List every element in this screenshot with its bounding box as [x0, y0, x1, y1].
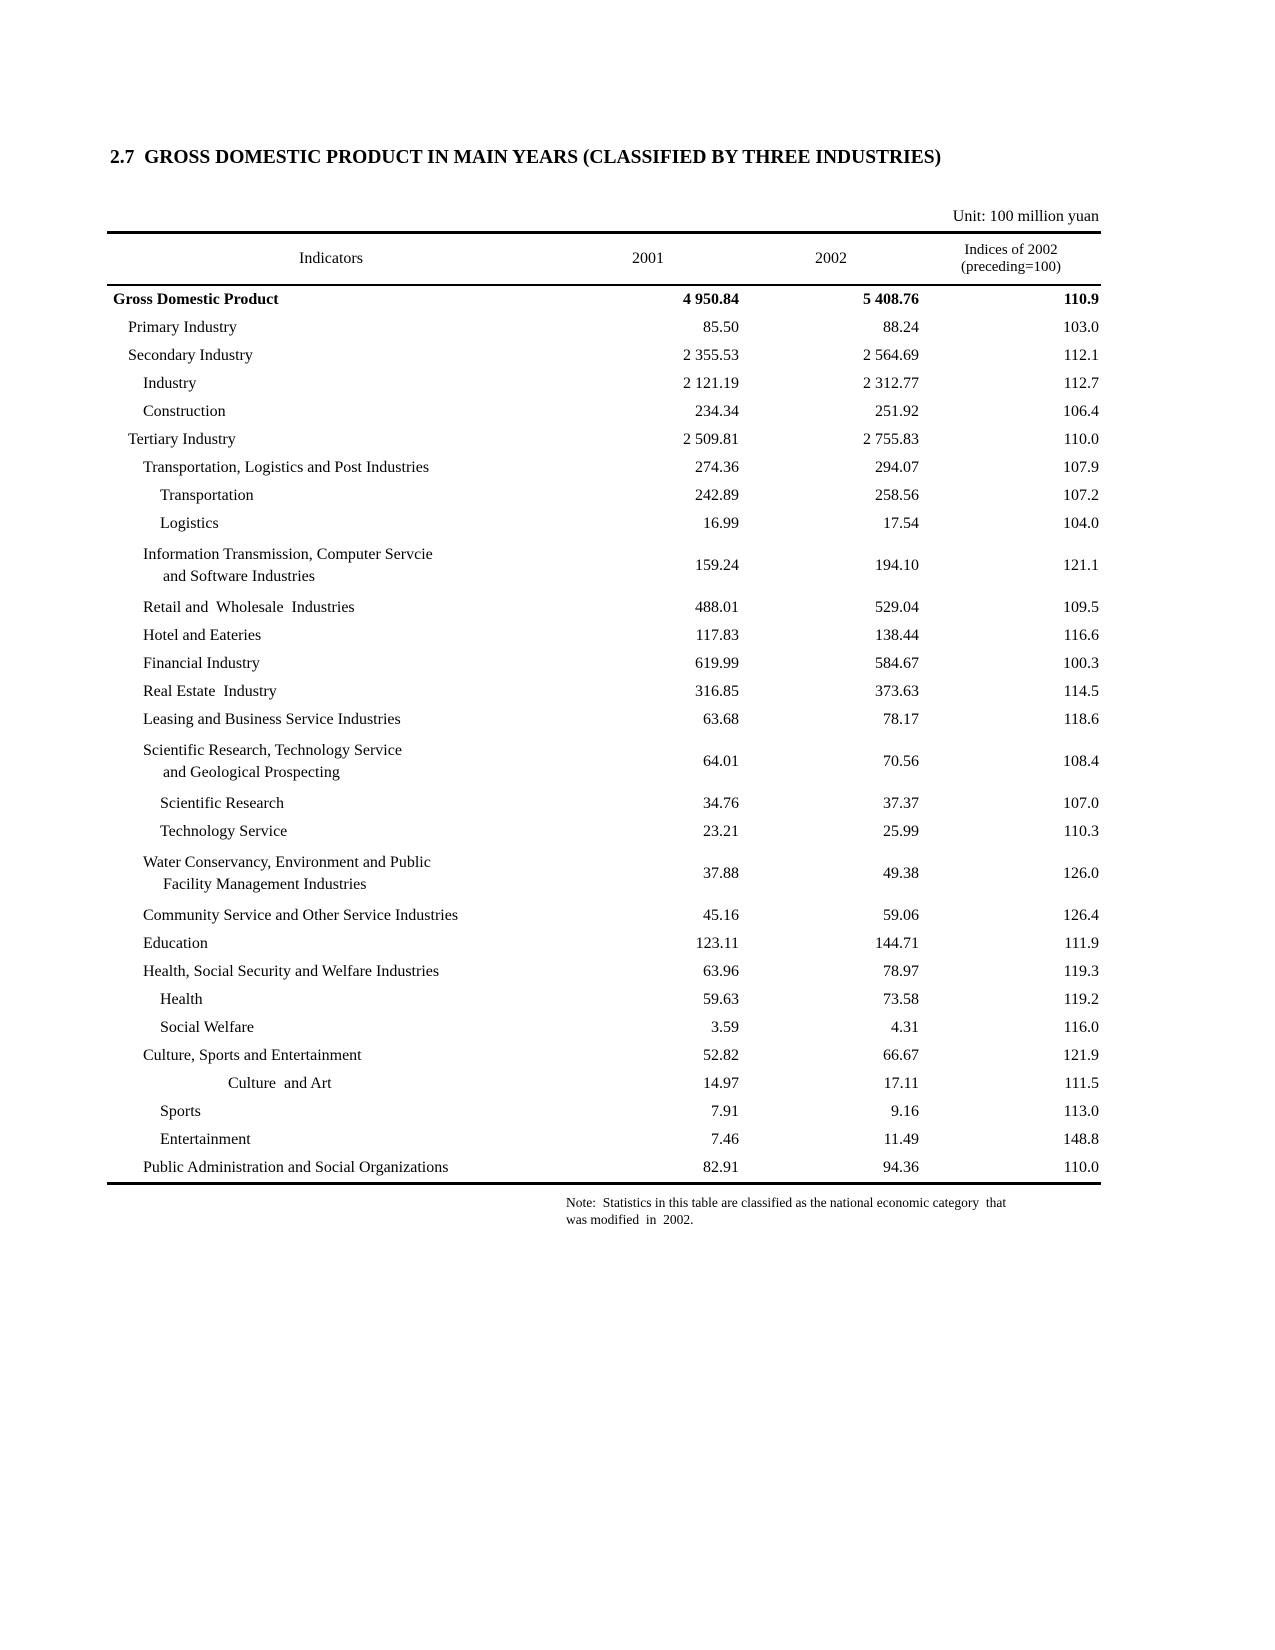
indicator-cell — [107, 1126, 555, 1154]
value-2002-cell: 49.38 — [883, 865, 919, 882]
indicator-label: Secondary Industry — [128, 347, 253, 364]
indicator-label: Scientific Research, Technology Service — [143, 742, 402, 759]
header-year-2002: 2002 — [741, 233, 921, 286]
indicator-label: Retail and Wholesale Industries — [143, 599, 355, 616]
indicator-label: Gross Domestic Product — [113, 291, 279, 308]
value-2002-cell: 4.31 — [891, 1019, 919, 1036]
value-2002-cell: 251.92 — [875, 403, 919, 420]
index-cell: 104.0 — [1063, 515, 1099, 532]
indicator-cell — [107, 1042, 555, 1070]
indicator-cell — [107, 454, 555, 482]
value-2002-cell: 9.16 — [891, 1103, 919, 1120]
value-2001-cell: 85.50 — [703, 319, 739, 336]
indicator-cell — [107, 314, 555, 342]
value-2001-cell: 7.91 — [711, 1103, 739, 1120]
value-2002-cell: 88.24 — [883, 319, 919, 336]
value-2001-cell: 14.97 — [703, 1075, 739, 1092]
indicator-label: Logistics — [160, 515, 219, 532]
indicator-cell — [107, 734, 555, 790]
index-cell: 107.2 — [1063, 487, 1099, 504]
value-2001-cell: 488.01 — [695, 599, 739, 616]
indicator-label: Public Administration and Social Organizations — [143, 1159, 449, 1176]
value-2001-cell: 63.68 — [703, 711, 739, 728]
table-row — [107, 846, 1101, 902]
value-2001-cell: 316.85 — [695, 683, 739, 700]
table-row — [107, 678, 1101, 706]
value-2001-cell: 34.76 — [703, 795, 739, 812]
indicator-label: Transportation, Logistics and Post Industries — [143, 459, 430, 476]
value-2001-cell: 37.88 — [703, 865, 739, 882]
value-2002-cell: 70.56 — [883, 753, 919, 770]
header-indices — [921, 233, 1101, 286]
table-row — [107, 706, 1101, 734]
unit-note: Unit: 100 million yuan — [952, 208, 1099, 225]
table-row — [107, 818, 1101, 846]
value-2002-cell: 5 408.76 — [863, 291, 919, 308]
value-2002-cell: 25.99 — [883, 823, 919, 840]
indicator-label: Culture and Art — [228, 1075, 332, 1092]
index-cell: 111.9 — [1064, 935, 1099, 952]
table-body — [107, 285, 1101, 1184]
indicator-label: Construction — [143, 403, 226, 420]
indicator-cell — [107, 1098, 555, 1126]
value-2001-cell: 45.16 — [703, 907, 739, 924]
table-row — [107, 482, 1101, 510]
indicator-cell — [107, 510, 555, 538]
table-row — [107, 734, 1101, 790]
table-row — [107, 1070, 1101, 1098]
indicator-cell — [107, 538, 555, 594]
indicator-label: Education — [143, 935, 208, 952]
table-row — [107, 342, 1101, 370]
indicator-label: Community Service and Other Service Industries — [143, 907, 459, 924]
value-2002-cell: 194.10 — [875, 557, 919, 574]
header-indices-line1: Indices of 2002 — [964, 242, 1058, 258]
value-2001-cell: 117.83 — [695, 627, 739, 644]
indicator-cell — [107, 1070, 555, 1098]
value-2002-cell: 138.44 — [875, 627, 919, 644]
value-2001-cell: 59.63 — [703, 991, 739, 1008]
value-2002-cell: 144.71 — [875, 935, 919, 952]
index-cell: 126.4 — [1063, 907, 1099, 924]
index-cell: 107.0 — [1063, 795, 1099, 812]
value-2002-cell: 529.04 — [875, 599, 919, 616]
table-note — [566, 1194, 1096, 1228]
value-2002-cell: 17.11 — [883, 1075, 919, 1092]
index-cell: 113.0 — [1063, 1103, 1099, 1120]
table-row — [107, 986, 1101, 1014]
value-2001-cell: 63.96 — [703, 963, 739, 980]
value-2002-cell: 37.37 — [883, 795, 919, 812]
index-cell: 118.6 — [1063, 711, 1099, 728]
indicator-cell — [107, 426, 555, 454]
indicator-label: Industry — [143, 375, 197, 392]
table-row — [107, 370, 1101, 398]
value-2001-cell: 23.21 — [703, 823, 739, 840]
header-year-2001: 2001 — [555, 233, 741, 286]
note-line-1: Note: Statistics in this table are classified as the national economic category that — [566, 1195, 1007, 1210]
header-indicators: Indicators — [107, 233, 555, 286]
indicator-cell — [107, 846, 555, 902]
index-cell: 126.0 — [1063, 865, 1099, 882]
indicator-label: Information Transmission, Computer Servcie — [143, 546, 433, 563]
indicator-label: Social Welfare — [160, 1019, 254, 1036]
indicator-label: Culture, Sports and Entertainment — [143, 1047, 362, 1064]
indicator-cell — [107, 986, 555, 1014]
indicator-cell — [107, 622, 555, 650]
indicator-label: Technology Service — [160, 823, 288, 840]
table-row — [107, 622, 1101, 650]
index-cell: 116.0 — [1063, 1019, 1099, 1036]
indicator-label: and Software Industries — [163, 568, 315, 585]
value-2001-cell: 242.89 — [695, 487, 739, 504]
indicator-cell — [107, 1154, 555, 1184]
table-row — [107, 1014, 1101, 1042]
indicator-cell — [107, 398, 555, 426]
table-row — [107, 398, 1101, 426]
value-2002-cell: 94.36 — [883, 1159, 919, 1176]
value-2001-cell: 2 121.19 — [683, 375, 739, 392]
indicator-cell — [107, 902, 555, 930]
index-cell: 110.0 — [1063, 431, 1099, 448]
table-row — [107, 426, 1101, 454]
value-2001-cell: 64.01 — [703, 753, 739, 770]
index-cell: 110.3 — [1063, 823, 1099, 840]
table-row — [107, 1154, 1101, 1184]
value-2002-cell: 258.56 — [875, 487, 919, 504]
indicator-label: Sports — [160, 1103, 201, 1120]
index-cell: 121.9 — [1063, 1047, 1099, 1064]
indicator-label: Financial Industry — [143, 655, 260, 672]
index-cell: 110.0 — [1063, 1159, 1099, 1176]
index-cell: 148.8 — [1063, 1131, 1099, 1148]
note-line-2: was modified in 2002. — [566, 1212, 694, 1227]
index-cell: 119.2 — [1063, 991, 1099, 1008]
indicator-label: Leasing and Business Service Industries — [143, 711, 401, 728]
value-2001-cell: 52.82 — [703, 1047, 739, 1064]
value-2002-cell: 78.97 — [883, 963, 919, 980]
page-title: 2.7 GROSS DOMESTIC PRODUCT IN MAIN YEARS (CLASSIFIED BY THREE INDUSTRIES) — [110, 147, 942, 168]
table-row — [107, 285, 1101, 314]
indicator-cell — [107, 594, 555, 622]
indicator-cell — [107, 370, 555, 398]
index-cell: 119.3 — [1063, 963, 1099, 980]
indicator-cell — [107, 958, 555, 986]
indicator-label: Real Estate Industry — [143, 683, 277, 700]
indicator-label: Primary Industry — [128, 319, 237, 336]
header-indices-line2: (preceding=100) — [960, 259, 1062, 275]
value-2001-cell: 16.99 — [703, 515, 739, 532]
indicator-label: Scientific Research — [160, 795, 284, 812]
value-2002-cell: 2 564.69 — [863, 347, 919, 364]
value-2001-cell: 274.36 — [695, 459, 739, 476]
value-2002-cell: 73.58 — [883, 991, 919, 1008]
index-cell: 108.4 — [1063, 753, 1099, 770]
value-2001-cell: 7.46 — [711, 1131, 739, 1148]
indicator-label: Health — [160, 991, 203, 1008]
page-content — [107, 0, 1101, 1228]
value-2001-cell: 2 509.81 — [683, 431, 739, 448]
indicator-label: Entertainment — [160, 1131, 251, 1148]
value-2001-cell: 234.34 — [695, 403, 739, 420]
indicator-label: Transportation — [160, 487, 254, 504]
index-cell: 112.1 — [1063, 347, 1099, 364]
indicator-cell — [107, 790, 555, 818]
table-row — [107, 790, 1101, 818]
table-row — [107, 1042, 1101, 1070]
value-2002-cell: 17.54 — [883, 515, 919, 532]
value-2001-cell: 2 355.53 — [683, 347, 739, 364]
indicator-label: Water Conservancy, Environment and Public — [143, 854, 431, 871]
indicator-label: Health, Social Security and Welfare Industries — [143, 963, 440, 980]
table-row — [107, 650, 1101, 678]
indicator-cell — [107, 818, 555, 846]
index-cell: 121.1 — [1063, 557, 1099, 574]
index-cell: 107.9 — [1063, 459, 1099, 476]
value-2002-cell: 11.49 — [883, 1131, 919, 1148]
gdp-table — [107, 231, 1101, 1185]
table-row — [107, 1098, 1101, 1126]
value-2001-cell: 619.99 — [695, 655, 739, 672]
indicator-label: and Geological Prospecting — [163, 764, 340, 781]
index-cell: 103.0 — [1063, 319, 1099, 336]
index-cell: 106.4 — [1063, 403, 1099, 420]
indicator-cell — [107, 678, 555, 706]
table-row — [107, 930, 1101, 958]
indicator-cell — [107, 706, 555, 734]
indicator-label: Hotel and Eateries — [143, 627, 262, 644]
index-cell: 100.3 — [1063, 655, 1099, 672]
value-2002-cell: 584.67 — [875, 655, 919, 672]
indicator-cell — [107, 482, 555, 510]
indicator-cell — [107, 342, 555, 370]
indicator-label: Facility Management Industries — [163, 876, 367, 893]
table-row — [107, 958, 1101, 986]
table-row — [107, 1126, 1101, 1154]
table-row — [107, 538, 1101, 594]
index-cell: 111.5 — [1064, 1075, 1099, 1092]
table-row — [107, 594, 1101, 622]
value-2001-cell: 3.59 — [711, 1019, 739, 1036]
table-row — [107, 902, 1101, 930]
index-cell: 109.5 — [1063, 599, 1099, 616]
indicator-cell — [107, 1014, 555, 1042]
value-2002-cell: 2 755.83 — [863, 431, 919, 448]
value-2002-cell: 2 312.77 — [863, 375, 919, 392]
indicator-cell — [107, 285, 555, 314]
value-2001-cell: 159.24 — [695, 557, 739, 574]
value-2002-cell: 78.17 — [883, 711, 919, 728]
indicator-label: Tertiary Industry — [128, 431, 236, 448]
value-2002-cell: 294.07 — [875, 459, 919, 476]
value-2002-cell: 66.67 — [883, 1047, 919, 1064]
value-2002-cell: 59.06 — [883, 907, 919, 924]
value-2001-cell: 4 950.84 — [683, 291, 739, 308]
table-row — [107, 510, 1101, 538]
index-cell: 114.5 — [1063, 683, 1099, 700]
indicator-cell — [107, 930, 555, 958]
index-cell: 112.7 — [1063, 375, 1099, 392]
index-cell: 116.6 — [1063, 627, 1099, 644]
index-cell: 110.9 — [1063, 291, 1099, 308]
table-header-row — [107, 233, 1101, 286]
value-2001-cell: 123.11 — [695, 935, 739, 952]
table-row — [107, 454, 1101, 482]
table-row — [107, 314, 1101, 342]
indicator-cell — [107, 650, 555, 678]
value-2001-cell: 82.91 — [703, 1159, 739, 1176]
value-2002-cell: 373.63 — [875, 683, 919, 700]
